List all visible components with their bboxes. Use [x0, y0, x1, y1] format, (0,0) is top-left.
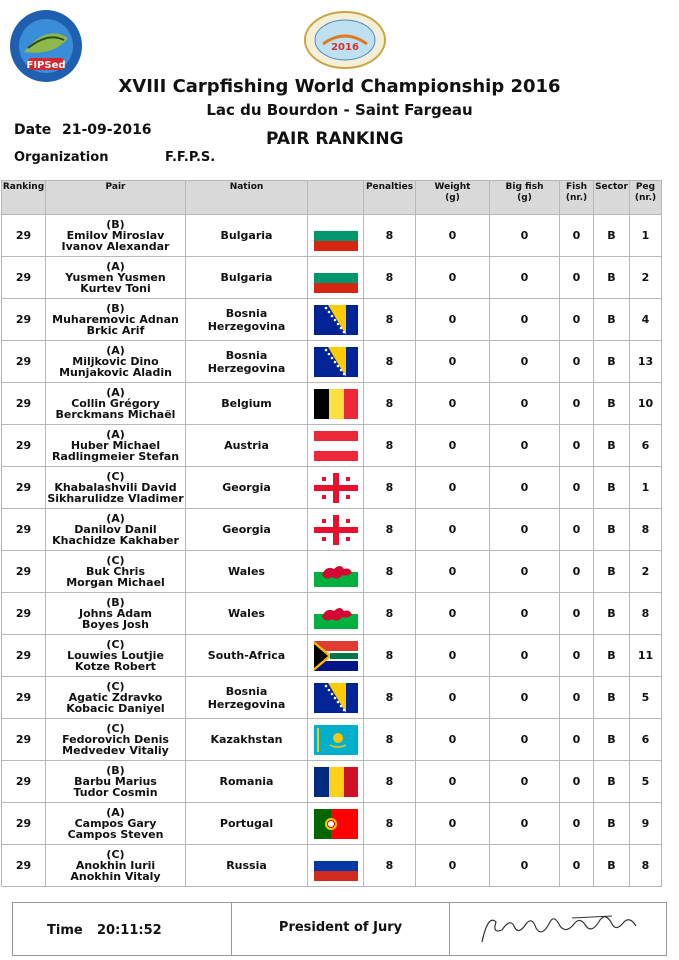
flag-georgia-icon	[314, 473, 358, 503]
table-row	[2, 509, 662, 551]
cell-weight: 0	[416, 383, 490, 425]
cell-nation: Bosnia Herzegovina	[186, 341, 308, 383]
pair-member-2: Kobacic Daniyel	[66, 702, 165, 715]
col-ranking: Ranking	[2, 181, 46, 215]
cell-bigfish: 0	[490, 509, 560, 551]
cell-flag	[308, 551, 364, 593]
pair-member-1: Fedorovich Denis	[62, 733, 169, 746]
cell-weight: 0	[416, 215, 490, 257]
cell-peg: 9	[630, 803, 662, 845]
cell-peg: 2	[630, 257, 662, 299]
cell-pair	[46, 257, 186, 299]
cell-peg: 6	[630, 425, 662, 467]
cell-bigfish: 0	[490, 593, 560, 635]
cell-ranking: 29	[2, 215, 46, 257]
pair-member-2: Sikharulidze Vladimer	[47, 492, 184, 505]
footer	[12, 902, 667, 956]
flag-romania-icon	[314, 767, 358, 797]
col-peg: Peg (nr.)	[630, 181, 662, 215]
cell-flag	[308, 509, 364, 551]
cell-peg: 10	[630, 383, 662, 425]
cell-bigfish: 0	[490, 845, 560, 887]
table-row	[2, 425, 662, 467]
cell-nation: Georgia	[186, 467, 308, 509]
cell-nation: Bulgaria	[186, 215, 308, 257]
cell-peg: 8	[630, 845, 662, 887]
cell-fish: 0	[560, 635, 594, 677]
pair-group: (A)	[106, 512, 125, 525]
time-label: Time	[47, 923, 83, 938]
cell-penalties: 8	[364, 845, 416, 887]
cell-pair	[46, 509, 186, 551]
jury-label: President of Jury	[278, 920, 403, 935]
championship-logo	[303, 10, 387, 70]
cell-ranking: 29	[2, 677, 46, 719]
pair-member-2: Berckmans Michaël	[55, 408, 176, 421]
pair-member-1: Barbu Marius	[74, 775, 157, 788]
cell-sector: B	[594, 341, 630, 383]
pair-member-1: Emilov Miroslav	[66, 229, 165, 242]
cell-penalties: 8	[364, 383, 416, 425]
signature-cell	[450, 903, 666, 955]
cell-bigfish: 0	[490, 635, 560, 677]
pair-member-1: Collin Grégory	[71, 397, 160, 410]
col-sector: Sector	[594, 181, 630, 215]
page-subtitle: Lac du Bourdon - Saint Fargeau	[206, 101, 473, 119]
cell-weight: 0	[416, 719, 490, 761]
cell-bigfish: 0	[490, 551, 560, 593]
cell-fish: 0	[560, 383, 594, 425]
cell-pair	[46, 761, 186, 803]
pair-member-1: Khabalashvili David	[54, 481, 177, 494]
col-flag	[308, 181, 364, 215]
cell-fish: 0	[560, 551, 594, 593]
cell-fish: 0	[560, 299, 594, 341]
table-row	[2, 467, 662, 509]
cell-sector: B	[594, 467, 630, 509]
flag-southafrica-icon	[314, 641, 358, 671]
cell-weight: 0	[416, 425, 490, 467]
pair-member-2: Kotze Robert	[75, 660, 156, 673]
pair-member-2: Boyes Josh	[82, 618, 149, 631]
cell-nation: Portugal	[186, 803, 308, 845]
signature-image	[462, 904, 662, 954]
ranking-title: PAIR RANKING	[266, 129, 404, 149]
cell-penalties: 8	[364, 551, 416, 593]
cell-nation: Belgium	[186, 383, 308, 425]
cell-weight: 0	[416, 551, 490, 593]
cell-penalties: 8	[364, 299, 416, 341]
col-pair: Pair	[46, 181, 186, 215]
cell-weight: 0	[416, 341, 490, 383]
cell-fish: 0	[560, 257, 594, 299]
cell-pair	[46, 803, 186, 845]
cell-ranking: 29	[2, 761, 46, 803]
cell-pair	[46, 341, 186, 383]
cell-penalties: 8	[364, 467, 416, 509]
cell-penalties: 8	[364, 593, 416, 635]
cell-flag	[308, 425, 364, 467]
cell-penalties: 8	[364, 677, 416, 719]
col-bigfish: Big fish (g)	[490, 181, 560, 215]
table-row	[2, 593, 662, 635]
fipsed-logo	[8, 8, 84, 84]
table-header-row	[2, 181, 662, 215]
flag-bulgaria-icon	[314, 263, 358, 293]
flag-wales-icon	[314, 599, 358, 629]
cell-flag	[308, 215, 364, 257]
cell-bigfish: 0	[490, 467, 560, 509]
cell-ranking: 29	[2, 719, 46, 761]
pair-group: (C)	[106, 554, 125, 567]
flag-wales-icon	[314, 557, 358, 587]
pair-member-1: Miljkovic Dino	[72, 355, 159, 368]
cell-nation: South-Africa	[186, 635, 308, 677]
table-row	[2, 635, 662, 677]
cell-peg: 8	[630, 509, 662, 551]
cell-pair	[46, 383, 186, 425]
cell-flag	[308, 383, 364, 425]
cell-nation: Russia	[186, 845, 308, 887]
table-row	[2, 383, 662, 425]
cell-ranking: 29	[2, 509, 46, 551]
cell-peg: 8	[630, 593, 662, 635]
cell-pair	[46, 551, 186, 593]
pair-member-2: Campos Steven	[67, 828, 164, 841]
cell-nation: Georgia	[186, 509, 308, 551]
cell-penalties: 8	[364, 761, 416, 803]
cell-penalties: 8	[364, 635, 416, 677]
pair-group: (B)	[106, 218, 125, 231]
cell-bigfish: 0	[490, 341, 560, 383]
jury-cell	[232, 903, 451, 955]
cell-pair	[46, 425, 186, 467]
col-weight: Weight (g)	[416, 181, 490, 215]
cell-peg: 6	[630, 719, 662, 761]
cell-ranking: 29	[2, 593, 46, 635]
cell-sector: B	[594, 551, 630, 593]
cell-sector: B	[594, 635, 630, 677]
cell-weight: 0	[416, 257, 490, 299]
cell-sector: B	[594, 719, 630, 761]
cell-pair	[46, 467, 186, 509]
table-row	[2, 257, 662, 299]
pair-group: (B)	[106, 596, 125, 609]
pair-member-2: Tudor Cosmin	[73, 786, 158, 799]
table-row	[2, 761, 662, 803]
pair-member-1: Huber Michael	[70, 439, 161, 452]
cell-ranking: 29	[2, 383, 46, 425]
cell-flag	[308, 803, 364, 845]
cell-pair	[46, 215, 186, 257]
pair-group: (C)	[106, 680, 125, 693]
cell-fish: 0	[560, 677, 594, 719]
flag-georgia-icon	[314, 515, 358, 545]
flag-bulgaria-icon	[314, 221, 358, 251]
pair-member-1: Buk Chris	[85, 565, 145, 578]
organization-value: F.F.P.S.	[165, 150, 216, 165]
cell-flag	[308, 257, 364, 299]
cell-peg: 2	[630, 551, 662, 593]
cell-ranking: 29	[2, 425, 46, 467]
cell-weight: 0	[416, 593, 490, 635]
flag-belgium-icon	[314, 389, 358, 419]
cell-sector: B	[594, 593, 630, 635]
flag-portugal-icon	[314, 809, 358, 839]
table-row	[2, 299, 662, 341]
cell-penalties: 8	[364, 215, 416, 257]
flag-austria-icon	[314, 431, 358, 461]
cell-flag	[308, 299, 364, 341]
cell-ranking: 29	[2, 845, 46, 887]
table-row	[2, 341, 662, 383]
cell-weight: 0	[416, 635, 490, 677]
cell-penalties: 8	[364, 509, 416, 551]
cell-bigfish: 0	[490, 215, 560, 257]
cell-sector: B	[594, 761, 630, 803]
cell-fish: 0	[560, 761, 594, 803]
cell-fish: 0	[560, 719, 594, 761]
page-title: XVIII Carpfishing World Championship 2016	[118, 76, 561, 97]
pair-member-1: Yusmen Yusmen	[65, 271, 166, 284]
cell-weight: 0	[416, 803, 490, 845]
flag-bosnia-icon	[314, 683, 358, 713]
cell-ranking: 29	[2, 341, 46, 383]
cell-ranking: 29	[2, 467, 46, 509]
cell-flag	[308, 761, 364, 803]
pair-member-2: Khachidze Kakhaber	[52, 534, 179, 547]
pair-member-2: Brkic Arif	[86, 324, 145, 337]
table-row	[2, 677, 662, 719]
cell-peg: 4	[630, 299, 662, 341]
pair-member-2: Morgan Michael	[66, 576, 165, 589]
cell-penalties: 8	[364, 803, 416, 845]
cell-fish: 0	[560, 509, 594, 551]
pair-member-1: Muharemovic Adnan	[52, 313, 179, 326]
pair-member-1: Louwies Loutjie	[67, 649, 164, 662]
table-row	[2, 803, 662, 845]
cell-sector: B	[594, 299, 630, 341]
pair-group: (A)	[106, 260, 125, 273]
pair-member-1: Johns Adam	[79, 607, 152, 620]
cell-nation: Bosnia Herzegovina	[186, 677, 308, 719]
pair-group: (C)	[106, 638, 125, 651]
cell-bigfish: 0	[490, 677, 560, 719]
cell-fish: 0	[560, 845, 594, 887]
cell-nation: Austria	[186, 425, 308, 467]
cell-weight: 0	[416, 677, 490, 719]
cell-nation: Wales	[186, 551, 308, 593]
time-cell	[13, 903, 232, 955]
pair-group: (C)	[106, 848, 125, 861]
table-row	[2, 845, 662, 887]
cell-sector: B	[594, 257, 630, 299]
cell-bigfish: 0	[490, 803, 560, 845]
svg-text:2016: 2016	[331, 42, 359, 53]
cell-peg: 11	[630, 635, 662, 677]
cell-ranking: 29	[2, 257, 46, 299]
cell-bigfish: 0	[490, 719, 560, 761]
cell-weight: 0	[416, 299, 490, 341]
cell-flag	[308, 677, 364, 719]
cell-peg: 13	[630, 341, 662, 383]
cell-penalties: 8	[364, 341, 416, 383]
cell-ranking: 29	[2, 299, 46, 341]
cell-sector: B	[594, 509, 630, 551]
cell-peg: 5	[630, 761, 662, 803]
cell-fish: 0	[560, 593, 594, 635]
cell-peg: 1	[630, 215, 662, 257]
date-label: Date	[14, 122, 52, 138]
ranking-table	[1, 180, 662, 887]
cell-penalties: 8	[364, 719, 416, 761]
pair-group: (A)	[106, 386, 125, 399]
cell-bigfish: 0	[490, 383, 560, 425]
cell-sector: B	[594, 215, 630, 257]
cell-flag	[308, 341, 364, 383]
pair-member-1: Campos Gary	[74, 817, 157, 830]
cell-sector: B	[594, 383, 630, 425]
cell-nation: Romania	[186, 761, 308, 803]
cell-bigfish: 0	[490, 299, 560, 341]
cell-flag	[308, 719, 364, 761]
flag-kazakhstan-icon	[314, 725, 358, 755]
pair-member-2: Medvedev Vitaliy	[62, 744, 169, 757]
col-fish: Fish (nr.)	[560, 181, 594, 215]
cell-nation: Kazakhstan	[186, 719, 308, 761]
cell-sector: B	[594, 803, 630, 845]
cell-weight: 0	[416, 509, 490, 551]
cell-weight: 0	[416, 467, 490, 509]
pair-group: (B)	[106, 764, 125, 777]
cell-pair	[46, 719, 186, 761]
cell-penalties: 8	[364, 425, 416, 467]
svg-text:FIPSed: FIPSed	[26, 60, 66, 71]
cell-peg: 5	[630, 677, 662, 719]
cell-ranking: 29	[2, 803, 46, 845]
pair-member-1: Danilov Danil	[74, 523, 157, 536]
col-nation: Nation	[186, 181, 308, 215]
cell-bigfish: 0	[490, 257, 560, 299]
cell-flag	[308, 845, 364, 887]
cell-fish: 0	[560, 215, 594, 257]
flag-bosnia-icon	[314, 347, 358, 377]
pair-member-1: Anokhin Iurii	[75, 859, 156, 872]
cell-pair	[46, 635, 186, 677]
cell-pair	[46, 845, 186, 887]
pair-member-2: Ivanov Alexandar	[61, 240, 170, 253]
cell-sector: B	[594, 677, 630, 719]
pair-group: (A)	[106, 806, 125, 819]
flag-russia-icon	[314, 851, 358, 881]
cell-peg: 1	[630, 467, 662, 509]
pair-group: (B)	[106, 302, 125, 315]
pair-group: (C)	[106, 470, 125, 483]
pair-member-1: Agatic Zdravko	[68, 691, 163, 704]
cell-weight: 0	[416, 761, 490, 803]
cell-flag	[308, 593, 364, 635]
pair-group: (A)	[106, 344, 125, 357]
cell-sector: B	[594, 845, 630, 887]
time-value: 20:11:52	[97, 923, 162, 938]
pair-member-2: Munjakovic Aladin	[59, 366, 172, 379]
cell-weight: 0	[416, 845, 490, 887]
cell-fish: 0	[560, 803, 594, 845]
cell-fish: 0	[560, 341, 594, 383]
cell-nation: Bosnia Herzegovina	[186, 299, 308, 341]
cell-ranking: 29	[2, 551, 46, 593]
cell-fish: 0	[560, 467, 594, 509]
cell-bigfish: 0	[490, 761, 560, 803]
pair-member-2: Kurtev Toni	[80, 282, 151, 295]
cell-nation: Wales	[186, 593, 308, 635]
table-row	[2, 719, 662, 761]
table-row	[2, 551, 662, 593]
cell-pair	[46, 593, 186, 635]
cell-ranking: 29	[2, 635, 46, 677]
pair-member-2: Radlingmeier Stefan	[51, 450, 180, 463]
pair-group: (C)	[106, 722, 125, 735]
cell-sector: B	[594, 425, 630, 467]
date-value: 21-09-2016	[62, 122, 152, 138]
pair-group: (A)	[106, 428, 125, 441]
cell-nation: Bulgaria	[186, 257, 308, 299]
cell-bigfish: 0	[490, 425, 560, 467]
flag-bosnia-icon	[314, 305, 358, 335]
table-row	[2, 215, 662, 257]
cell-flag	[308, 635, 364, 677]
pair-member-2: Anokhin Vitaly	[70, 870, 161, 883]
organization-label: Organization	[14, 150, 109, 165]
cell-penalties: 8	[364, 257, 416, 299]
col-penalties: Penalties	[364, 181, 416, 215]
cell-pair	[46, 299, 186, 341]
cell-fish: 0	[560, 425, 594, 467]
cell-flag	[308, 467, 364, 509]
cell-pair	[46, 677, 186, 719]
